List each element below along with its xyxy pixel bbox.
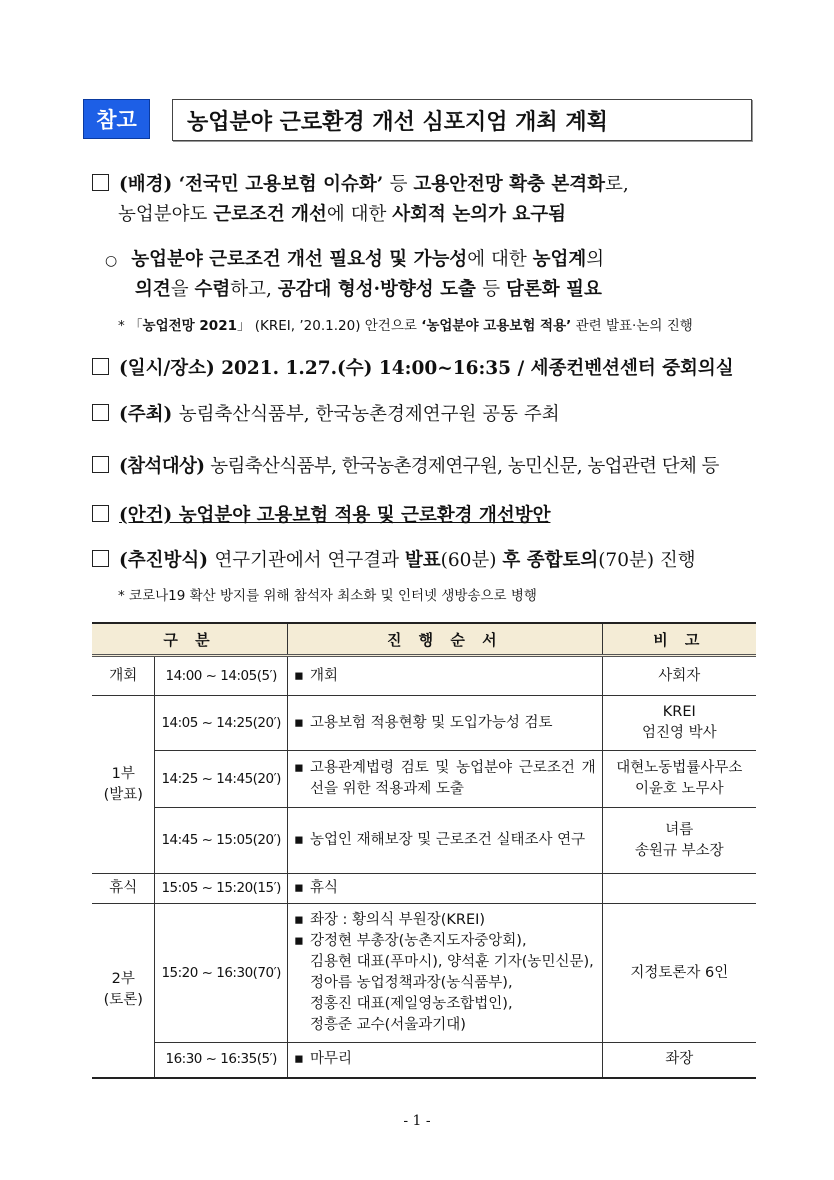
time-cell: 14:25 ~ 14:45(20′) (155, 751, 287, 808)
remarks-cell: 지정토론자 6인 (602, 904, 756, 1043)
square-bullet-icon: ▪ (293, 832, 304, 848)
program-cell (287, 656, 602, 696)
text-segment: * 「 (118, 318, 143, 334)
text-segment: 농업분야 근로조건 개선 필요성 및 가능성 (131, 249, 468, 270)
section-cell: 2부 (토론) (92, 904, 155, 1078)
table-row (92, 808, 756, 874)
program-item (294, 830, 596, 851)
program-text: 고용보험 적용현황 및 도입가능성 검토 (309, 714, 553, 731)
program-text: 농업인 재해보장 및 근로조건 실태조사 연구 (309, 832, 586, 848)
text-segment: (일시/장소) 2021. 1.27.(수) 14:00~16:35 / 세종컨벤션센터 중회의실 (119, 358, 734, 379)
text-segment: (배경) (119, 174, 179, 195)
text-segment: 고용안전망 확충 본격화 (413, 174, 605, 195)
section-cell: 휴식 (92, 874, 155, 904)
header-remarks: 비 고 (602, 623, 756, 656)
table-row (92, 656, 756, 696)
background-line-1 (92, 170, 629, 199)
text-segment: 담론화 필요 (506, 279, 602, 300)
time-cell: 14:05 ~ 14:25(20′) (155, 696, 287, 751)
square-bullet-icon: ▪ (293, 714, 304, 731)
square-bullet-icon: ▪ (293, 760, 304, 776)
background-line-2 (118, 200, 566, 229)
program-cell (287, 1043, 602, 1078)
checkbox-square-icon (92, 456, 109, 473)
method-note: * 코로나19 확산 방지를 위해 참석자 최소화 및 인터넷 생방송으로 병행 (118, 588, 537, 604)
time-cell: 14:00 ~ 14:05(5′) (155, 656, 287, 696)
program-cell (287, 904, 602, 1043)
checkbox-square-icon (92, 174, 109, 191)
text-segment: 발표 (404, 550, 441, 571)
time-cell: 14:45 ~ 15:05(20′) (155, 808, 287, 874)
program-text: 고용관계법령 검토 및 농업분야 근로조건 개선을 위한 적용과제 도출 (309, 760, 596, 797)
text-segment: 을 (170, 279, 195, 300)
text-segment: 등 (389, 174, 414, 195)
background-sub-line-1 (105, 245, 604, 276)
method-item (92, 546, 696, 575)
text-segment: 농림축산식품부, 한국농촌경제연구원 공동 주최 (178, 404, 560, 425)
text-segment: 농업전망 2021 (142, 318, 237, 334)
text-segment: 하고, (230, 279, 278, 300)
square-bullet-icon: ▪ (293, 912, 304, 928)
remarks-cell (602, 874, 756, 904)
text-segment: 」 (KREI, ’20.1.20) 안건으로 (236, 318, 422, 334)
text-segment: 근로조건 개선 (213, 204, 327, 225)
text-segment: 의견 (135, 279, 171, 300)
text-segment: 농업계 (532, 249, 587, 270)
program-item (294, 910, 596, 931)
text-segment: (60분) (440, 550, 503, 571)
program-text: 마무리 (309, 1051, 352, 1068)
attendees-item (92, 452, 719, 481)
program-item (294, 713, 596, 734)
program-cell (287, 696, 602, 751)
text-segment: (70분) 진행 (598, 550, 696, 571)
section-cell: 개회 (92, 656, 155, 696)
checkbox-square-icon (92, 505, 109, 522)
text-segment: 로, (604, 174, 629, 195)
text-segment: 의 (586, 249, 605, 270)
time-cell: 16:30 ~ 16:35(5′) (155, 1043, 287, 1078)
text-segment: (안건) 농업분야 고용보험 적용 및 근로환경 개선방안 (119, 505, 551, 526)
program-text: 좌장 : 황의식 부원장(KREI) (309, 912, 486, 928)
table-header-row (92, 623, 756, 656)
program-item (294, 878, 596, 899)
table-row (92, 696, 756, 751)
program-text: 개회 (309, 667, 338, 684)
square-bullet-icon: ▪ (293, 880, 304, 896)
table-row (92, 874, 756, 904)
text-segment: (추진방식) (119, 550, 215, 571)
page-title: 농업분야 근로환경 개선 심포지엄 개최 계획 (172, 99, 752, 141)
datetime-item (92, 354, 734, 383)
text-segment: 수렴 (194, 279, 231, 300)
remarks-cell: 사회자 (602, 656, 756, 696)
text-segment: 후 종합토의 (502, 550, 599, 571)
square-bullet-icon: ▪ (293, 667, 304, 684)
remarks-cell: 좌장 (602, 1043, 756, 1078)
table-row (92, 1043, 756, 1078)
program-item (294, 666, 596, 687)
remarks-cell: KREI 엄진영 박사 (602, 696, 756, 751)
text-segment: 농림축산식품부, 한국농촌경제연구원, 농민신문, 농업관련 단체 등 (210, 456, 719, 477)
table-row (92, 751, 756, 808)
text-segment: 사회적 논의가 요구됨 (392, 204, 567, 225)
host-item (92, 400, 560, 429)
checkbox-square-icon (92, 550, 109, 567)
page-number: - 1 - (403, 1113, 431, 1129)
program-text: 강정현 부총장(농촌지도자중앙회), 김용현 대표(푸마시), 양석훈 기자(농민신문), 정아름 농업정책과장(농식품부), 정홍진 대표(제일영농조합법인), 정흥준 교수(서울과기대) (309, 933, 594, 1033)
header-program: 진 행 순 서 (287, 623, 602, 656)
program-table (92, 622, 756, 1079)
text-segment: 관련 발표·논의 진행 (571, 318, 693, 334)
remarks-cell: 대현노동법률사무소 이윤호 노무사 (602, 751, 756, 808)
program-item (294, 758, 596, 800)
text-segment: 에 대한 (467, 249, 533, 270)
text-segment: 에 대한 (326, 204, 393, 225)
remarks-cell: 녀름 송원규 부소장 (602, 808, 756, 874)
text-segment: (참석대상) (119, 456, 211, 477)
text-segment: 연구기관에서 연구결과 (214, 550, 405, 571)
table-row (92, 904, 756, 1043)
agenda-item (92, 501, 550, 530)
circle-bullet-icon: ○ (105, 253, 118, 269)
program-text: 휴식 (309, 880, 338, 896)
time-cell: 15:05 ~ 15:20(15′) (155, 874, 287, 904)
checkbox-square-icon (92, 358, 109, 375)
program-item (294, 931, 596, 1036)
reference-tag: 참고 (83, 99, 150, 139)
time-cell: 15:20 ~ 16:30(70′) (155, 904, 287, 1043)
background-sub-line-2 (135, 275, 602, 304)
text-segment: 농업분야도 (118, 204, 214, 225)
header-category: 구 분 (92, 623, 287, 656)
text-segment: 공감대 형성·방향성 도출 (277, 279, 483, 300)
background-note (118, 314, 693, 334)
text-segment: 등 (482, 279, 507, 300)
section-cell: 1부 (발표) (92, 696, 155, 874)
checkbox-square-icon (92, 404, 109, 421)
program-cell (287, 874, 602, 904)
program-cell (287, 808, 602, 874)
program-cell (287, 751, 602, 808)
square-bullet-icon: ▪ (293, 933, 304, 949)
text-segment: ‘전국민 고용보험 이슈화’ (178, 174, 390, 195)
program-item (294, 1049, 596, 1070)
text-segment: ‘농업분야 고용보험 적용’ (421, 318, 572, 334)
text-segment: (주최) (119, 404, 179, 425)
square-bullet-icon: ▪ (293, 1051, 304, 1068)
